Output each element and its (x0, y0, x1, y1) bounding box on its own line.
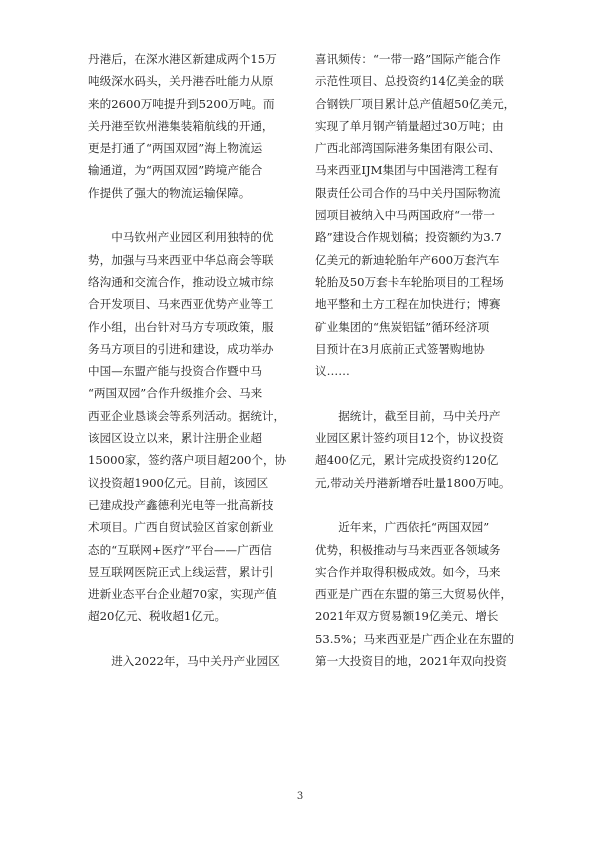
text-line: 目预计在3月底前正式签署购地协 (315, 341, 485, 356)
text-line: 西亚是广西在东盟的第三大贸易伙伴， (315, 587, 513, 602)
text-line: 作提供了强大的物流运输保障。 (88, 185, 251, 200)
text-line: 优势，积极推动与马来西亚各领域务 (315, 542, 501, 557)
text-line: 关丹港至钦州港集装箱航线的开通， (88, 118, 274, 133)
paragraph-gap (88, 204, 310, 226)
text-line: 进入2022年，马中关丹产业园区 (88, 654, 280, 669)
text-line: 据统计，截至目前，马中关丹产 (315, 408, 501, 423)
text-line: 来的2600万吨提升到5200万吨。而 (88, 96, 275, 111)
text-line: 第一大投资目的地，2021年双向投资 (315, 654, 507, 669)
text-line: 实现了单月钢产销量超过30万吨；由 (315, 118, 504, 133)
text-line: 限责任公司合作的马中关丹国际物流 (315, 185, 501, 200)
text-line: 轮胎及50万套卡车轮胎项目的工程场 (315, 274, 504, 289)
paragraph (88, 650, 310, 672)
text-line: 进新业态平台企业超70家，实现产值 (88, 587, 277, 602)
text-line: 业园区累计签约项目12个，协议投资 (315, 431, 504, 446)
paragraph-gap (315, 494, 537, 516)
text-line: 昱互联网医院正式上线运营，累计引 (88, 564, 274, 579)
text-line: 喜讯频传：“一带一路”国际产能合作 (315, 52, 501, 66)
text-line: 合钢铁厂项目累计总产值超50亿美元， (315, 96, 516, 111)
text-line: 议…… (315, 364, 350, 379)
text-line: 术项目。广西自贸试验区首家创新业 (88, 520, 274, 535)
text-line: 该园区设立以来，累计注册企业超 (88, 431, 262, 446)
text-line: 马来西亚IJM集团与中国港湾工程有 (315, 163, 499, 178)
text-line: 广西北部湾国际港务集团有限公司、 (315, 141, 501, 156)
text-line: 实合作并取得积极成效。如今，马来 (315, 564, 501, 579)
paragraph (315, 48, 537, 382)
text-line: 输通道，为“两国双园”跨境产能合 (88, 163, 263, 178)
text-line: 地平整和土方工程在加快进行；博赛 (315, 297, 501, 312)
right-column (315, 48, 537, 672)
text-line: 53.5%；马来西亚是广西企业在东盟的 (315, 631, 515, 646)
text-line: 15000家，签约落户项目超200个，协 (88, 453, 287, 468)
text-line: 路”建设合作规划稿；投资额约为3.7 (315, 230, 502, 245)
text-line: 已建成投产鑫德利光电等一批高新技 (88, 497, 274, 512)
text-line: 吨级深水码头，关丹港吞吐能力从原 (88, 74, 274, 89)
paragraph (88, 226, 310, 627)
text-line: 合开发项目、马来西亚优势产业等工 (88, 297, 274, 312)
text-line: 更是打通了“两国双园”海上物流运 (88, 141, 263, 156)
text-line: 中马钦州产业园区利用独特的优 (88, 230, 274, 245)
text-line: 西亚企业恳谈会等系列活动。据统计， (88, 408, 286, 423)
text-line: 丹港后，在深水港区新建成两个15万 (88, 52, 277, 66)
paragraph-gap (315, 382, 537, 404)
text-line: 示范性项目、总投资约14亿美金的联 (315, 74, 504, 89)
text-line: 矿业集团的“焦炭铝锰”循环经济项 (315, 319, 490, 334)
text-line: 2021年双方贸易额19亿美元、增长 (315, 609, 499, 624)
paragraph (315, 405, 537, 494)
text-line: 元,带动关丹港新增吞吐量1800万吨。 (315, 475, 511, 490)
text-line: 络沟通和交流合作，推动设立城市综 (88, 274, 274, 289)
paragraph-gap (88, 628, 310, 650)
text-line: 亿美元的新迪轮胎年产600万套汽车 (315, 252, 500, 267)
text-line: 务马方项目的引进和建设，成功举办 (88, 341, 274, 356)
text-line: 态的“互联网+医疗”平台——广西信 (88, 542, 272, 557)
text-line: 议投资超1900亿元。目前，该园区 (88, 475, 269, 490)
paragraph (88, 48, 310, 204)
text-line: “两国双园”合作升级推介会、马来 (88, 386, 263, 401)
text-line: 中国—东盟产能与投资合作暨中马 (88, 364, 262, 379)
text-line: 近年来，广西依托“两国双园” (315, 520, 490, 535)
page-number: 3 (296, 791, 304, 802)
text-line: 园项目被纳入中马两国政府“一带一 (315, 208, 495, 223)
text-line: 超400亿元，累计完成投资约120亿 (315, 453, 499, 468)
left-column (88, 48, 310, 672)
text-line: 势，加强与马来西亚中华总商会等联 (88, 252, 274, 267)
text-line: 作小组，出台针对马方专项政策，服 (88, 319, 274, 334)
text-line: 超20亿元、税收超1亿元。 (88, 609, 227, 624)
paragraph (315, 516, 537, 672)
